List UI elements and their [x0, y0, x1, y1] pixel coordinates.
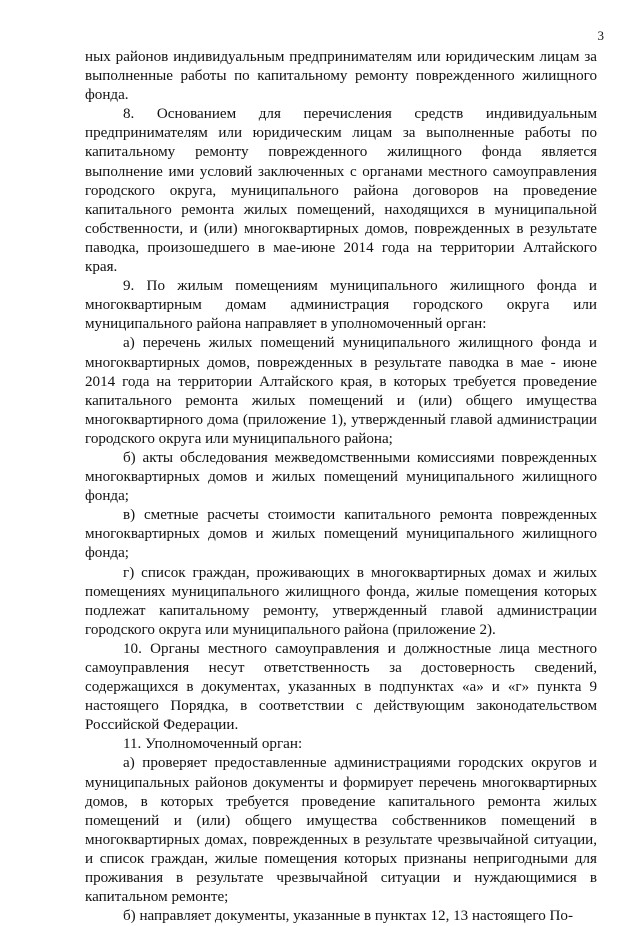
paragraph-item-9b: б) акты обследования межведомственными комиссиями поврежденных многоквартирных домов и жилых помещений муниципального жилищного фонда;: [85, 449, 597, 505]
paragraph-item-9: 9. По жилым помещениям муниципального жилищного фонда и многоквартирным домам администрация городского округа или муниципального района направляет в уполномоченный орган:: [85, 278, 597, 333]
document-body: [85, 48, 597, 926]
paragraph-item-9a: а) перечень жилых помещений муниципального жилищного фонда и многоквартирных домов, поврежденных в результате паводка в мае - июне 2014 года на территории Алтайского края, в которых требуется проведение капитального ремонта жилых помещений и (или) общего имущества многоквартирного дома (приложение 1), утвержденный главой администрации городского округа или муниципального района;: [85, 335, 597, 447]
paragraph-item-8: 8. Основанием для перечисления средств индивидуальным предпринимателям или юридическим лицам за выполненные работы по капитальному ремонту поврежденного жилищного фонда является выполнение ими условий заключенных с органами местного самоуправления городского округа, муниципального района договоров на проведение капитального ремонта жилых помещений, находящихся в муниципальной собственности, и (или) многоквартирных домов, поврежденных в результате паводка, произошедшего в мае-июне 2014 года на территории Алтайского края.: [85, 106, 597, 276]
page-number: 3: [597, 28, 604, 43]
paragraph-item-11a: а) проверяет предоставленные администрациями городских округов и муниципальных районов документы и формирует перечень многоквартирных домов, в которых требуется проведение капитального ремонта жилых помещений и (или) общего имущества собственников помещений в многоквартирных домах, поврежденных в результате чрезвычайной ситуации, и список граждан, жилые помещения которых признаны непригодными для проживания в результате чрезвычайной ситуации и нуждающимися в капитальном ремонте;: [85, 755, 597, 906]
paragraph-item-11: 11. Уполномоченный орган:: [123, 736, 303, 753]
paragraph-item-10: 10. Органы местного самоуправления и должностные лица местного самоуправления несут ответственность за достоверность сведений, содержащихся в документах, указанных в подпунктах «а» и «г» пункта 9 настоящего Порядка, в соответствии с действующим законодательством Российской Федерации.: [85, 640, 597, 734]
paragraph-item-9v: в) сметные расчеты стоимости капитального ремонта поврежденных многоквартирных домов и жилых помещений муниципального жилищного фонда;: [85, 507, 597, 562]
paragraph-item-11b: б) направляет документы, указанные в пунктах 12, 13 настоящего По-: [123, 908, 573, 925]
paragraph-continuation: ных районов индивидуальным предпринимателям или юридическим лицам за выполненные работы по капитальному ремонту поврежденного жилищного фонда.: [85, 49, 597, 104]
paragraph-item-9g: г) список граждан, проживающих в многоквартирных домах и жилых помещениях муниципального жилищного фонда, жилые помещения которых подлежат капитальному ремонту, утвержденный главой администрации городского округа или муниципального района (приложение 2).: [85, 564, 597, 638]
